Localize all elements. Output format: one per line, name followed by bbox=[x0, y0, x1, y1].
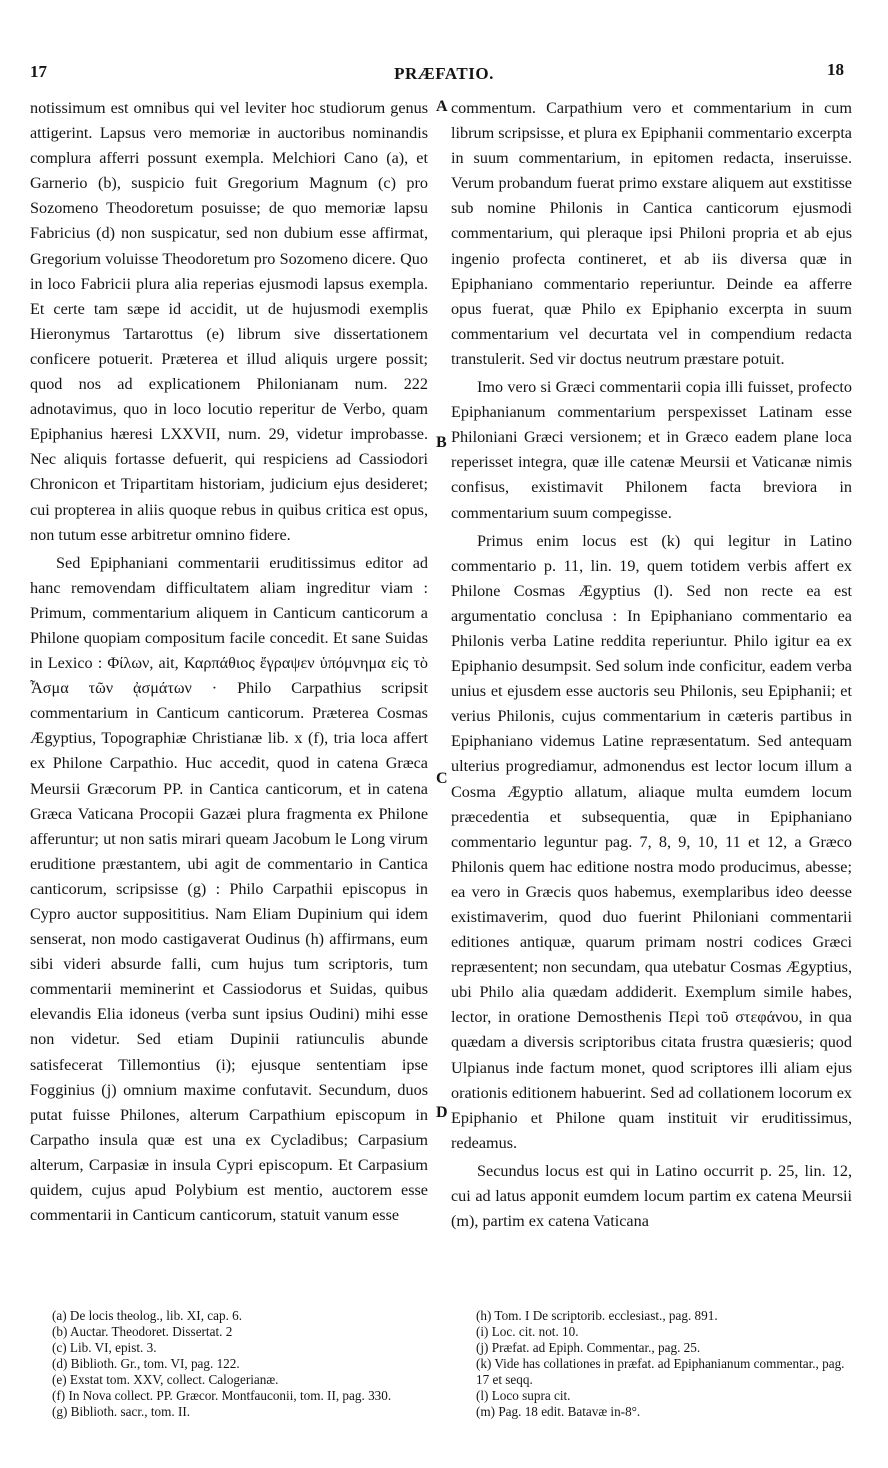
right-column bbox=[451, 96, 852, 1234]
footnote: (l) Loco supra cit. bbox=[476, 1388, 571, 1403]
margin-letter-b: B bbox=[436, 434, 447, 451]
footnote: (a) De locis theolog., lib. XI, cap. 6. bbox=[52, 1308, 243, 1323]
footnote: (j) Præfat. ad Epiph. Commentar., pag. 25. bbox=[476, 1340, 701, 1355]
page-number-left: 17 bbox=[30, 62, 47, 81]
left-paragraph-1: notissimum est omnibus qui vel leviter hoc studiorum genus attigerint. Lapsus vero memoriæ in auctoribus nominandis complura afferri possunt exempla. Melchiori Cano (a), et Garnerio (b), suspicio fuit Gregorium Magnum (c) pro Sozomeno Theodoretum posuisse; de quo memoriæ lapsu Fabricius (d) non suspicatur, sed non dubium esse affirmat, Gregorium voluisse Theodoretum pro Sozomeno dicere. Quo in loco Fabricii plura alia reperias ejusmodi lapsus exempla. Et certe tam sæpe id accidit, ut de hujusmodi exemplis Hieronymus Tartarottus (e) librum sive dissertationem conficere potuerit. Præterea et illud aliquis urgere possit; quod nos ad explicationem Philonianam num. 222 adnotavimus, quo in loco locutio reperitur de Verbo, quam Epiphanius hæresi LXXVII, num. 29, videtur improbasse. Nec aliquis fortasse defuerit, qui respiciens ad Cassiodori Chronicon et Tripartitam historiam, judicium ejus desideret; cui propterea in aliis quoque rebus in quibus critica est opus, non tutum esse arbitretur omnino fidere. bbox=[30, 99, 428, 544]
page-number-right: 18 bbox=[827, 60, 844, 79]
left-paragraph-2: Sed Epiphaniani commentarii eruditissimus editor ad hanc removendam difficultatem aliam ingreditur viam : Primum, commentarium aliquem in Canticum canticorum a Philone quopiam compositum facile concedit. Et sane Suidas in Lexico : Φίλων, ait, Καρπάθιος ἔγραψεν ὑπόμνημα εἰς τὸ Ἆσμα τῶν ᾀσμάτων · Philo Carpathius scripsit commentarium in Canticum canticorum. Præterea Cosmas Ægyptius, Topographiæ Christianæ lib. x (f), tria loca affert ex Philone Carpathio. Huc accedit, quod in catena Græca Meursii Græcorum PP. in Cantica canticorum, et in catena Græca Vaticana Procopii Gazæi plura fragmenta ex Philone afferuntur; ut non satis mirari queam Jacobum le Long virum eruditione præstantem, ubi agit de commentario in Cantica canticorum, scripsisse (g) : Philo Carpathii episcopus in Cypro auctor supposititius. Nam Eliam Dupinium qui idem senserat, non modo castigaverat Oudinus (h) affirmans, eum sibi videri absurde falli, cum hujus tum scriptoris, tum commentarii meminerint et Cassiodorus et Suidas, quibus elevandis Elia idoneus (verba sunt ipsius Oudini) mihi esse non videtur. Sed etiam Dupinii ratiunculis abunde satisfecerat Tillemontius (i); ejusque sententiam ipse Fogginius (j) omnium maxime confutavit. Secundum, duos putat fuisse Philones, alterum Carpathium episcopum in Carpatho insula quæ est una ex Cycladibus; Carpasium alterum, Carpasiæ in insula Cypri episcopum. Et Carpasium quidem, cujus apud Polybium est mentio, auctorem esse commentarii in Canticum canticorum, statuit vanum esse bbox=[30, 553, 428, 1225]
footnote: (k) Vide has collationes in præfat. ad Epiphanianum commentar., pag. 17 et seqq. bbox=[476, 1356, 845, 1387]
footnote: (m) Pag. 18 edit. Batavæ in-8°. bbox=[476, 1404, 641, 1419]
footnote: (h) Tom. I De scriptorib. ecclesiast., pag. 891. bbox=[476, 1308, 718, 1323]
footnote: (b) Auctar. Theodoret. Dissertat. 2 bbox=[52, 1324, 233, 1339]
right-paragraph-3: Primus enim locus est (k) qui legitur in Latino commentario p. 11, lin. 19, quem totidem verbis affert ex Philone Cosmas Ægyptius (l). Sed non recte ea est argumentatio conclusa : In Epiphaniano commentario ea Philonis verba Latine reddita reperiuntur. Philo igitur ea ex Epiphanio desumpsit. Sed solum inde conficitur, eadem verba unius et ejusdem esse auctoris seu Philonis, seu Epiphanii; et verius Philonis, cujus commentarium in cæteris partibus in Epiphaniano videmus Latine repræsentatum. Sed antequam ulterius progrediamur, admonendus est lector locum illum a Cosma Ægyptio allatum, aliaque multa eumdem locum præcedentia et subsequentia, quæ in Epiphaniano commentario leguntur pag. 7, 8, 9, 10, 11 et 12, a Græco Philonis quem hac editione nostra modo producimus, abesse; ea vero in Græcis quos habemus, exemplaribus ideo deesse existimaverim, quod duo fuerint Philoniani commentarii editiones antiquæ, quarum primam nostri codices Græci repræsentent; non secundam, qua utebatur Cosmas Ægyptius, ubi Philo alia quædam addiderit. Exemplum simile habes, lector, in oratione Demosthenis Περὶ τοῦ στεφάνου, in qua quædam a diversis scriptoribus citata frustra quæsieris; quod Ulpianus inde factum monet, quod scriptores illi aliam ejus orationis editionem habuerint. Sed ad collationem locorum ex Epiphanio et Philone quam instituit vir eruditissimus, redeamus. bbox=[451, 531, 852, 1152]
footnotes-left bbox=[52, 1308, 432, 1420]
footnote: (e) Exstat tom. XXV, collect. Calogerianæ. bbox=[52, 1372, 279, 1387]
margin-letter-d: D bbox=[436, 1104, 448, 1121]
left-column bbox=[30, 96, 428, 1228]
footnote: (i) Loc. cit. not. 10. bbox=[476, 1324, 579, 1339]
footnote: (g) Biblioth. sacr., tom. II. bbox=[52, 1404, 191, 1419]
footnote: (c) Lib. VI, epist. 3. bbox=[52, 1340, 157, 1355]
footnote: (d) Biblioth. Gr., tom. VI, pag. 122. bbox=[52, 1356, 240, 1371]
right-paragraph-1: commentum. Carpathium vero et commentarium in cum librum scripsisse, et plura ex Epiphanii commentario excerpta in suum commentarium, in epitomen redacta, inseruisse. Verum probandum fuerat primo exstare aliquem aut exstitisse sub nomine Philonis in Cantica canticorum ejusmodi commentarium, qui pleraque ipsi Philoni propria et ab ejus ingenio profecta contineret, et ab iis diversa quæ in Epiphaniano commentario reperiuntur. Deinde ea afferre opus fuerat, quæ Philo ex Epiphanio excerpta in suum commentarium vel decurtata vel in compendium redacta transtulerit. Sed vir doctus neutrum præstare potuit. bbox=[451, 99, 852, 368]
margin-letter-c: C bbox=[436, 770, 448, 787]
footnotes-right bbox=[476, 1308, 852, 1420]
right-paragraph-2: Imo vero si Græci commentarii copia illi fuisset, profecto Epiphanianum commentarium perspexisset Latinam esse Philoniani Græci versionem; et in Græco eadem plane loca reperisset integra, quæ ille catenæ Meursii et Vaticanæ nimis confisus, existimavit Philonem facta breviora in commentarium suum compegisse. bbox=[451, 378, 852, 522]
running-title: PRÆFATIO. bbox=[394, 64, 494, 83]
right-paragraph-4: Secundus locus est qui in Latino occurrit p. 25, lin. 12, cui ad latus apponit eumdem locum partim ex catena Meursii (m), partim ex catena Vaticana bbox=[451, 1161, 852, 1231]
margin-letter-a: A bbox=[436, 98, 448, 115]
footnote: (f) In Nova collect. PP. Græcor. Montfauconii, tom. II, pag. 330. bbox=[52, 1388, 392, 1403]
